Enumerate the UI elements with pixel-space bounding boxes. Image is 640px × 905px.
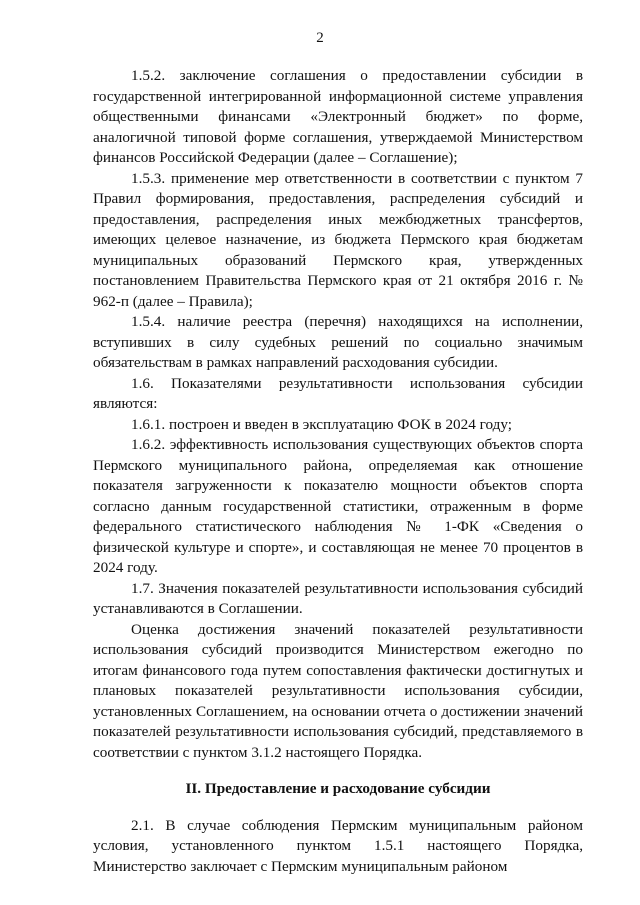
paragraph-2-1: 2.1. В случае соблюдения Пермским муниципальным районом условия, установленного пунктом 1.5.1 настоящего Порядка, Министерство заключает с Пермским муниципальным районом [93, 816, 583, 875]
document-body [93, 66, 583, 877]
paragraph-1-5-4: 1.5.4. наличие реестра (перечня) находящихся на исполнении, вступивших в силу судебных решений по социально значимым обязательствам в рамках направлений расходования субсидии. [93, 313, 583, 371]
section-heading: II. Предоставление и расходование субсидии [185, 780, 491, 797]
paragraph-1-7: 1.7. Значения показателей результативности использования субсидий устанавливаются в Соглашении. [93, 579, 583, 617]
paragraph-1-6: 1.6. Показателями результативности использования субсидии являются: [93, 374, 583, 412]
paragraph-1-6-1: 1.6.1. построен и введен в эксплуатацию ФОК в 2024 году; [131, 415, 512, 433]
paragraph-1-5-2: 1.5.2. заключение соглашения о предоставлении субсидии в государственной интегрированной информационной системе управления общественными финансами «Электронный бюджет» по форме, аналогичной типовой форме соглашения, утверждаемой Министерством финансов Российской Федерации (далее – Соглашение); [93, 67, 583, 166]
paragraph-1-6-2: 1.6.2. эффективность использования существующих объектов спорта Пермского муниципального района, определяемая как отношение показателя загруженности к показателю мощности объектов спорта согласно данным государственной статистики, отраженным в форме федерального статистического наблюдения № 1-ФК «Сведения о физической культуре и спорте», и составляющая не менее 70 процентов в 2024 году. [93, 436, 583, 576]
paragraph-assessment: Оценка достижения значений показателей результативности использования субсидий производится Министерством ежегодно по итогам финансового года путем сопоставления фактически достигнутых и плановых показателей результативности использования субсидии, установленных Соглашением, на основании отчета о достижении значений показателей результативности использования субсидий, представляемого в соответствии с пунктом 3.1.2 настоящего Порядка. [93, 620, 583, 761]
page-number: 2 [316, 30, 324, 46]
paragraph-1-5-3: 1.5.3. применение мер ответственности в соответствии с пунктом 7 Правил формирования, предоставления, распределения субсидий и предоставления, распределения иных межбюджетных трансфертов, имеющих целевое назначение, из бюджета Пермского края бюджетам муниципальных образований Пермского края, утвержденных постановлением Правительства Пермского края от 21 октября 2016 г. № 962-п (далее – Правила); [93, 169, 583, 310]
